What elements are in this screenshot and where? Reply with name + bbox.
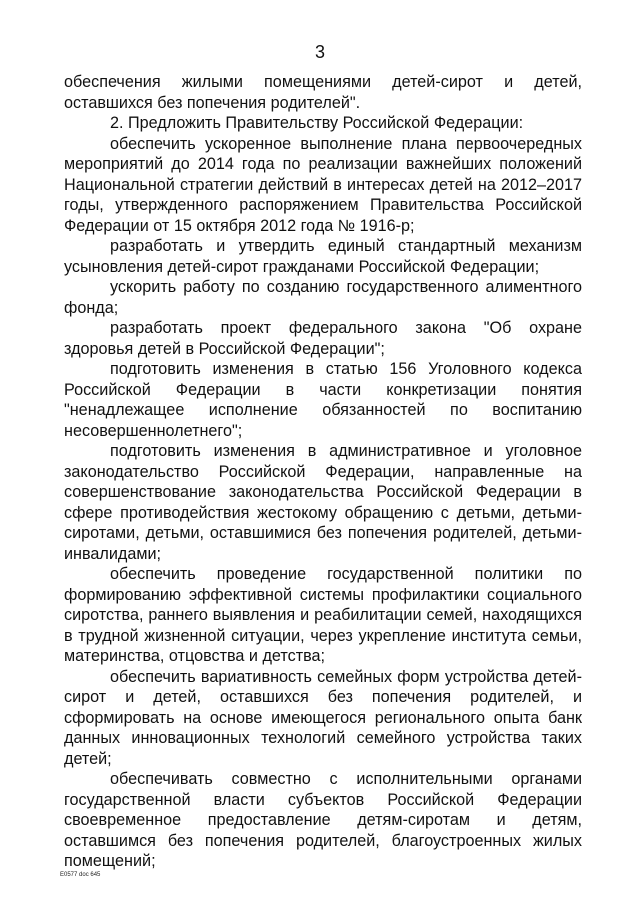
paragraph-item: обеспечить проведение государственной политики по формированию эффективной системы профилактики социального сиротства, раннего выявления и реабилитации семей, находящихся в трудной жизненной ситуации, через укрепление института семьи, материнства, отцовства и детства; (64, 565, 582, 665)
paragraph-item: подготовить изменения в административное и уголовное законодательство Российской Федерации, направленные на совершенствование законодательства Российской Федерации в сфере противодействия жестокому обращению с детьми, детьми-сиротами, детьми, оставшимися без попечения родителей, детьми-инвалидами; (64, 442, 582, 563)
paragraph-proposal-heading: 2. Предложить Правительству Российской Федерации: (110, 114, 524, 132)
paragraph-item: обеспечить вариативность семейных форм устройства детей-сирот и детей, оставшихся без попечения родителей, и сформировать на основе имеющегося регионального опыта банк данных инновационных технологий семейного устройства таких детей; (64, 667, 582, 768)
paragraph-continuation: обеспечения жилыми помещениями детей-сирот и детей, оставшихся без попечения родителей". (64, 73, 582, 112)
paragraph-item: ускорить работу по созданию государственного алиментного фонда; (64, 278, 582, 317)
paragraph-item: обеспечить ускоренное выполнение плана первоочередных мероприятий до 2014 года по реализации важнейших положений Национальной стратегии действий в интересах детей на 2012–2017 годы, утвержденного распоряжением Правительства Российской Федерации от 15 октября 2012 года № 1916-р; (64, 134, 582, 235)
document-body (64, 72, 582, 872)
paragraph-item: разработать и утвердить единый стандартный механизм усыновления детей-сирот гражданами Российской Федерации; (64, 237, 582, 276)
paragraph-item: обеспечивать совместно с исполнительными органами государственной власти субъектов Российской Федерации своевременное предоставление детям-сиротам и детям, оставшимся без попечения родителей, благоустроенных жилых помещений; (64, 770, 582, 870)
paragraph-item: разработать проект федерального закона "Об охране здоровья детей в Российской Федерации"; (64, 319, 582, 358)
page-number: 3 (314, 42, 325, 62)
paragraph-item: подготовить изменения в статью 156 Уголовного кодекса Российской Федерации в части конкретизации понятия "ненадлежащее исполнение обязанностей по воспитанию несовершеннолетнего"; (64, 360, 582, 440)
document-footer-code: E0577 doc 645 (60, 872, 101, 878)
